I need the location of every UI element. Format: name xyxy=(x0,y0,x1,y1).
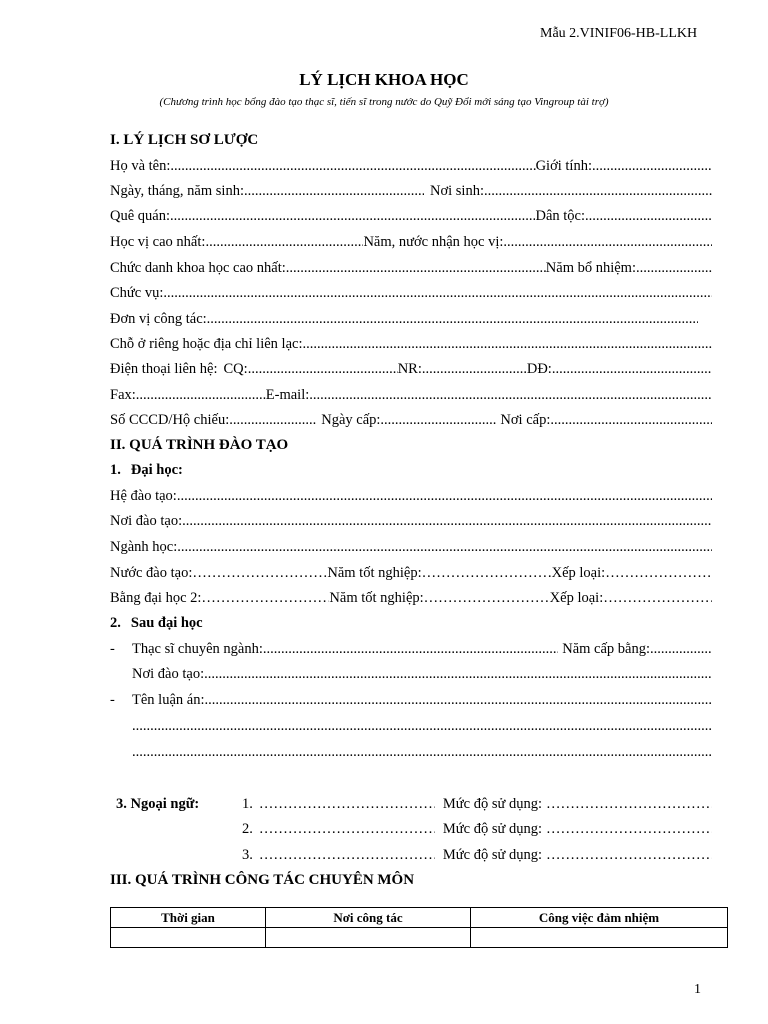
grad-year-2-field[interactable] xyxy=(424,590,550,607)
language-number: 3. xyxy=(242,847,253,863)
phone-mobile-label: DĐ: xyxy=(526,361,552,377)
bullet-dash: - xyxy=(110,641,115,657)
language-number: 2. xyxy=(242,821,253,837)
phone-mobile-field[interactable] xyxy=(552,361,712,378)
table-header-row xyxy=(111,908,728,928)
email-label: E-mail: xyxy=(265,387,310,403)
phone-office-field[interactable] xyxy=(248,361,398,378)
postgrad-heading: Sau đại học xyxy=(130,615,203,631)
issue-place-label: Nơi cấp: xyxy=(500,412,551,428)
issue-date-label: Ngày cấp: xyxy=(321,412,381,428)
language-row-2 xyxy=(242,821,712,841)
language-level-field[interactable] xyxy=(546,796,712,813)
section-3-heading: III. QUÁ TRÌNH CÔNG TÁC CHUYÊN MÔN xyxy=(110,872,415,888)
rank-2-field[interactable] xyxy=(603,590,712,607)
language-row-1 xyxy=(242,796,712,816)
rank-label: Xếp loại: xyxy=(551,565,606,581)
page-number: 1 xyxy=(694,982,701,997)
place-row xyxy=(110,513,712,533)
thesis-field-line-2[interactable] xyxy=(132,718,712,735)
title-row xyxy=(110,260,712,280)
dob-row xyxy=(110,183,712,203)
undergrad-number: 1. xyxy=(110,462,121,478)
rank-2-label: Xếp loại: xyxy=(549,590,604,606)
language-number: 1. xyxy=(242,796,253,812)
document-title: LÝ LỊCH KHOA HỌC xyxy=(299,70,469,89)
cert-year-label: Năm cấp bằng: xyxy=(562,641,650,657)
position-row xyxy=(110,285,712,305)
highest-title-field[interactable] xyxy=(286,260,546,277)
place-field[interactable] xyxy=(182,513,712,530)
postgrad-heading-row xyxy=(110,615,712,635)
form-code: Mẫu 2.VINIF06-HB-LLKH xyxy=(540,26,698,41)
section-2-heading: II. QUÁ TRÌNH ĐÀO TẠO xyxy=(110,437,289,453)
postgrad-place-label: Nơi đào tạo: xyxy=(132,666,205,682)
postgrad-place-row xyxy=(132,666,712,686)
postgrad-place-field[interactable] xyxy=(204,666,712,683)
phone-home-label: NR: xyxy=(397,361,422,377)
language-level-field[interactable] xyxy=(546,847,712,864)
undergrad-heading: Đại học: xyxy=(130,462,183,478)
address-row xyxy=(110,336,712,356)
languages-heading: 3. Ngoại ngữ: xyxy=(116,796,200,812)
major-row xyxy=(110,539,712,559)
fax-row xyxy=(110,387,712,407)
ethnicity-field[interactable] xyxy=(585,208,712,225)
work-unit-label: Đơn vị công tác: xyxy=(110,311,207,327)
appoint-year-label: Năm bổ nhiệm: xyxy=(545,260,636,276)
birthplace-field[interactable] xyxy=(484,183,712,200)
address-field[interactable] xyxy=(302,336,712,353)
section-1-heading: I. LÝ LỊCH SƠ LƯỢC xyxy=(110,132,259,148)
degree-year-label: Năm, nước nhận học vị: xyxy=(363,234,504,250)
grad-year-field[interactable] xyxy=(422,565,552,582)
table-row xyxy=(111,928,728,948)
system-label: Hệ đào tạo: xyxy=(110,488,177,504)
fax-label: Fax: xyxy=(110,387,136,403)
grad-year-2-label: Năm tốt nghiệp: xyxy=(329,590,424,606)
masters-row xyxy=(110,641,712,661)
bullet-dash: - xyxy=(110,692,115,708)
address-label: Chỗ ở riêng hoặc địa chỉ liên lạc: xyxy=(110,336,303,352)
language-row-3 xyxy=(242,847,712,867)
work-unit-field[interactable] xyxy=(207,311,698,328)
duties-cell[interactable] xyxy=(471,928,728,948)
hometown-row xyxy=(110,208,712,228)
id-label: Số CCCD/Hộ chiếu: xyxy=(110,412,230,428)
work-history-table xyxy=(110,907,728,948)
second-degree-label: Bằng đại học 2: xyxy=(110,590,202,606)
rank-field[interactable] xyxy=(605,565,712,582)
phone-row xyxy=(110,361,712,381)
undergrad-heading-row xyxy=(110,462,712,482)
country-label: Nước đào tạo: xyxy=(110,565,193,581)
appoint-year-field[interactable] xyxy=(636,260,712,277)
hometown-label: Quê quán: xyxy=(110,208,170,224)
thesis-label: Tên luận án: xyxy=(132,692,205,708)
workplace-cell[interactable] xyxy=(266,928,471,948)
highest-degree-label: Học vị cao nhất: xyxy=(110,234,206,250)
position-label: Chức vụ: xyxy=(110,285,164,301)
country-row xyxy=(110,565,712,585)
id-field[interactable] xyxy=(229,412,317,429)
full-name-row xyxy=(110,158,712,178)
gender-label: Giới tính: xyxy=(535,158,592,174)
phone-label: Điện thoại liên hệ: xyxy=(110,361,218,377)
issue-date-field[interactable] xyxy=(380,412,496,429)
country-field[interactable] xyxy=(192,565,327,582)
document-subtitle: (Chương trình học bổng đào tạo thạc sĩ, tiến sĩ trong nước do Quỹ Đổi mới sáng tạo Vingroup tài trợ) xyxy=(159,96,609,108)
major-label: Ngành học: xyxy=(110,539,178,555)
language-level-label: Mức độ sử dụng: xyxy=(442,847,542,863)
thesis-field-line-3[interactable] xyxy=(132,744,712,761)
language-level-field[interactable] xyxy=(546,821,712,838)
hometown-field[interactable] xyxy=(170,208,535,225)
dob-label: Ngày, tháng, năm sinh: xyxy=(110,183,244,199)
id-row xyxy=(110,412,712,432)
phone-office-label: CQ: xyxy=(223,361,248,377)
full-name-field[interactable] xyxy=(170,158,535,175)
system-field[interactable] xyxy=(177,488,712,505)
highest-title-label: Chức danh khoa học cao nhất: xyxy=(110,260,286,276)
full-name-label: Họ và tên: xyxy=(110,158,171,174)
second-degree-field[interactable] xyxy=(201,590,329,607)
masters-major-field[interactable] xyxy=(263,641,558,658)
position-field[interactable] xyxy=(163,285,712,302)
language-field[interactable] xyxy=(259,821,435,838)
place-label: Nơi đào tạo: xyxy=(110,513,183,529)
system-row xyxy=(110,488,712,508)
language-level-label: Mức độ sử dụng: xyxy=(442,796,542,812)
postgrad-number: 2. xyxy=(110,615,121,631)
column-header-duties: Công việc đảm nhiệm xyxy=(471,908,728,928)
ethnicity-label: Dân tộc: xyxy=(535,208,585,224)
thesis-continuation-1 xyxy=(132,718,712,738)
column-header-time: Thời gian xyxy=(111,908,266,928)
degree-year-field[interactable] xyxy=(503,234,712,251)
time-cell[interactable] xyxy=(111,928,266,948)
fax-field[interactable] xyxy=(136,387,266,404)
second-degree-row xyxy=(110,590,712,610)
masters-major-label: Thạc sĩ chuyên ngành: xyxy=(132,641,263,657)
thesis-continuation-2 xyxy=(132,744,712,764)
birthplace-label: Nơi sinh: xyxy=(429,183,484,199)
issue-place-field[interactable] xyxy=(550,412,712,429)
language-field[interactable] xyxy=(259,796,435,813)
cert-year-field[interactable] xyxy=(650,641,712,658)
dob-field[interactable] xyxy=(244,183,424,200)
language-field[interactable] xyxy=(259,847,435,864)
email-field[interactable] xyxy=(309,387,712,404)
grad-year-label: Năm tốt nghiệp: xyxy=(327,565,422,581)
work-unit-row xyxy=(110,311,698,331)
highest-degree-field[interactable] xyxy=(205,234,363,251)
column-header-workplace: Nơi công tác xyxy=(266,908,471,928)
degree-row xyxy=(110,234,712,254)
thesis-field[interactable] xyxy=(204,692,712,709)
language-level-label: Mức độ sử dụng: xyxy=(442,821,542,837)
thesis-row xyxy=(110,692,712,712)
gender-field[interactable] xyxy=(592,158,712,175)
major-field[interactable] xyxy=(177,539,712,556)
phone-home-field[interactable] xyxy=(422,361,527,378)
